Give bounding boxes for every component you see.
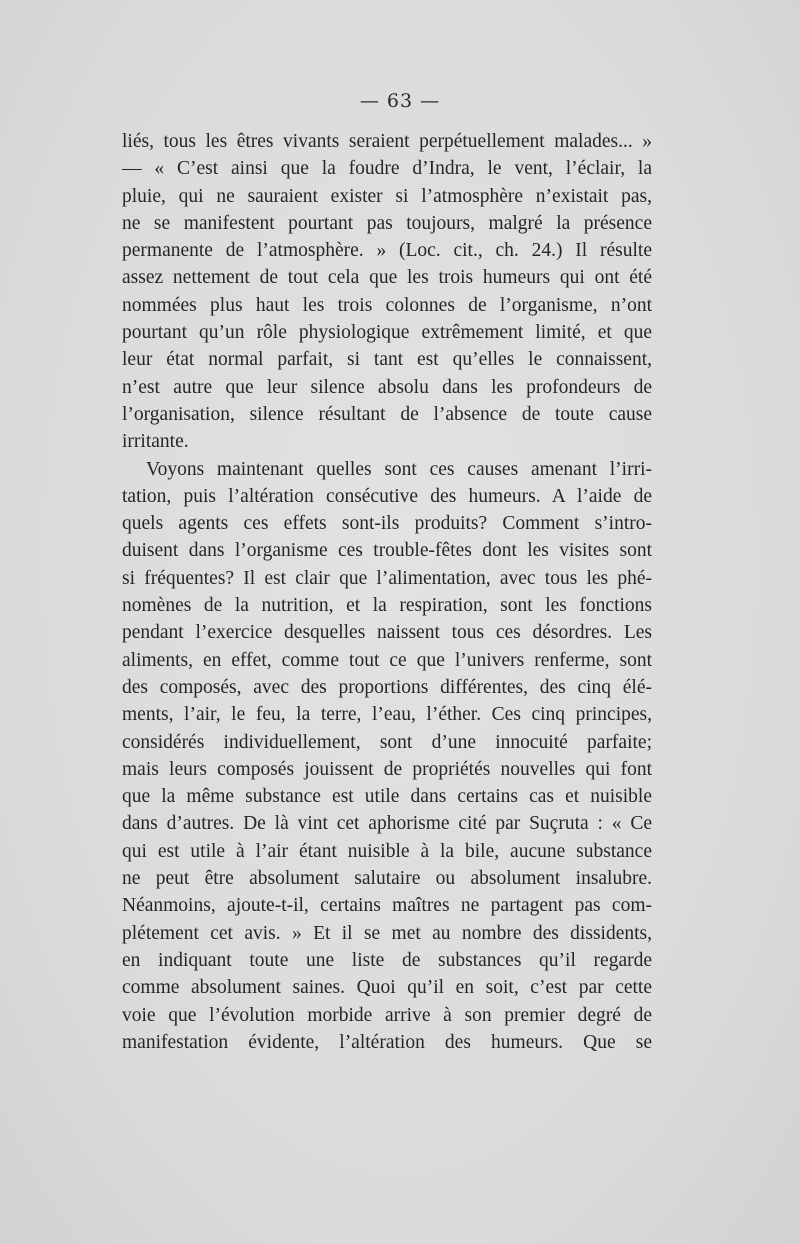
text-line: qui est utile à l’air étant nuisible à la bile, aucune substance [122,840,652,862]
page-number: — 63 — [359,90,441,112]
text-line: dans d’autres. De là vint cet aphorisme cité par Suçruta : « Ce [122,813,652,835]
text-line: aliments, en effet, comme tout ce que l’univers renferme, sont [122,649,652,671]
text-line: leur état normal parfait, si tant est qu’elles le connaissent, [122,349,652,371]
text-line: l’organisation, silence résultant de l’absence de toute cause [122,403,652,425]
text-line: Voyons maintenant quelles sont ces causes amenant l’irri- [146,458,652,480]
text-line: duisent dans l’organisme ces trouble-fêtes dont les visites sont [122,540,652,562]
text-line: considérés individuellement, sont d’une innocuité parfaite; [122,731,652,753]
text-line: des composés, avec des proportions différentes, des cinq élé- [122,676,652,698]
text-line: que la même substance est utile dans certains cas et nuisible [122,786,652,808]
text-line: pourtant qu’un rôle physiologique extrêmement limité, et que [122,322,652,344]
text-line: ments, l’air, le feu, la terre, l’eau, l’éther. Ces cinq principes, [122,704,652,726]
text-line: tation, puis l’altération consécutive des humeurs. A l’aide de [122,485,652,507]
text-line: plétement cet avis. » Et il se met au nombre des dissidents, [122,922,652,944]
text-line: n’est autre que leur silence absolu dans les profondeurs de [122,376,652,398]
text-line: en indiquant toute une liste de substances qu’il regarde [122,949,652,971]
text-line: nommées plus haut les trois colonnes de l’organisme, n’ont [122,294,652,316]
text-line: comme absolument saines. Quoi qu’il en soit, c’est par cette [122,977,652,999]
text-line: ne peut être absolument salutaire ou absolument insalubre. [122,868,652,890]
text-line: irritante. [122,431,189,453]
text-line: permanente de l’atmosphère. » (Loc. cit., ch. 24.) Il résulte [122,240,652,262]
text-line: pluie, qui ne sauraient exister si l’atmosphère n’existait pas, [122,185,652,207]
text-line: assez nettement de tout cela que les trois humeurs qui ont été [122,267,652,289]
text-line: quels agents ces effets sont-ils produits? Comment s’intro- [122,513,652,535]
text-line: ne se manifestent pourtant pas toujours, malgré la présence [122,212,652,234]
text-line: voie que l’évolution morbide arrive à son premier degré de [122,1004,652,1026]
text-line: — « C’est ainsi que la foudre d’Indra, le vent, l’éclair, la [122,158,652,180]
text-line: Néanmoins, ajoute-t-il, certains maîtres ne partagent pas com- [122,895,652,917]
text-line: mais leurs composés jouissent de propriétés nouvelles qui font [122,758,652,780]
text-line: manifestation évidente, l’altération des humeurs. Que se [122,1031,652,1053]
text-line: nomènes de la nutrition, et la respiration, sont les fonctions [122,595,652,617]
text-line: si fréquentes? Il est clair que l’alimentation, avec tous les phé- [122,567,652,589]
text-line: pendant l’exercice desquelles naissent tous ces désordres. Les [122,622,652,644]
text-line: liés, tous les êtres vivants seraient perpétuellement malades... » [122,131,652,152]
body-text [122,128,652,1056]
